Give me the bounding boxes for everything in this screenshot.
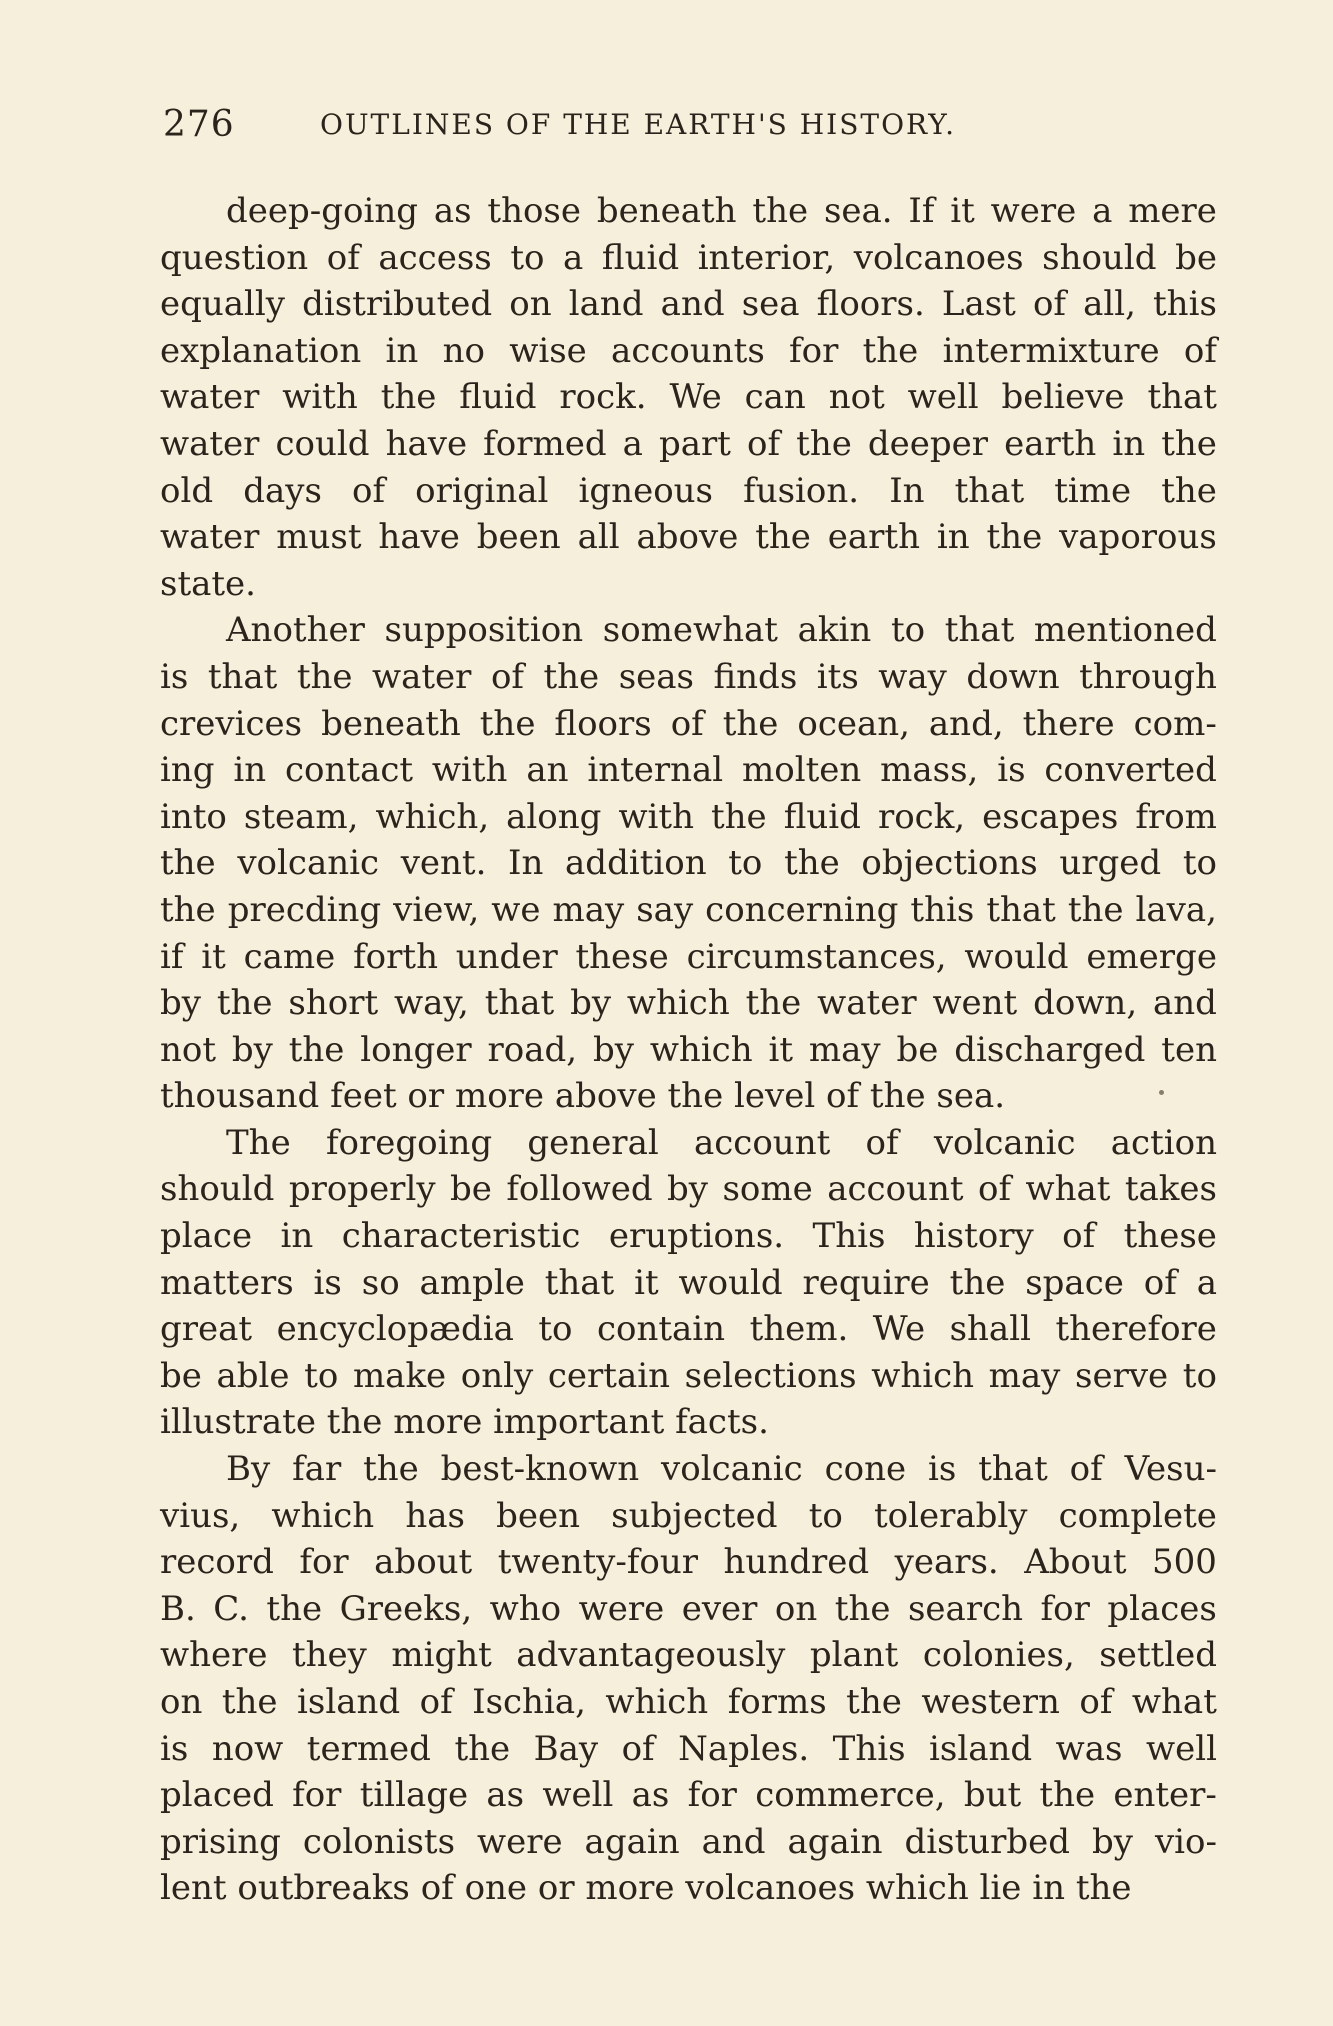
page-header (163, 100, 1218, 150)
text-line: thousand feet or more above the level of the sea. (160, 1076, 1006, 1117)
text-line: into steam, which, along with the fluid rock, escapes from (160, 796, 1217, 837)
text-line: crevices beneath the floors of the ocean, and, there com- (160, 703, 1217, 744)
text-line: where they might advantageously plant colonies, settled (160, 1635, 1217, 1676)
body-text (160, 188, 1217, 1912)
paragraph (160, 1446, 1217, 1912)
text-line: is now termed the Bay of Naples. This island was well (160, 1728, 1217, 1769)
text-line: equally distributed on land and sea floors. Last of all, this (160, 284, 1217, 325)
text-line: lent outbreaks of one or more volcanoes which lie in the (160, 1868, 1132, 1909)
text-line: state. (160, 563, 256, 604)
text-line: the precding view, we may say concerning this that the lava, (160, 889, 1217, 930)
text-line: water could have formed a part of the deeper earth in the (160, 423, 1217, 464)
text-line: is that the water of the seas finds its way down through (160, 656, 1217, 697)
text-line: not by the longer road, by which it may be discharged ten (160, 1029, 1217, 1070)
text-line: if it came forth under these circumstances, would emerge (160, 936, 1217, 977)
text-line: be able to make only certain selections which may serve to (160, 1355, 1217, 1396)
text-line: explanation in no wise accounts for the intermixture of (160, 330, 1217, 371)
text-line: By far the best-known volcanic cone is that of Vesu- (226, 1449, 1217, 1490)
page-number: 276 (163, 104, 235, 145)
text-line: B. C. the Greeks, who were ever on the search for places (160, 1588, 1217, 1629)
paragraph (160, 607, 1217, 1120)
text-line: old days of original igneous fusion. In that time the (160, 470, 1217, 511)
text-line: great encyclopædia to contain them. We shall therefore (160, 1309, 1217, 1350)
paragraph (160, 188, 1217, 607)
text-line: record for about twenty-four hundred years. About 500 (160, 1542, 1217, 1583)
text-line: prising colonists were again and again disturbed by vio- (160, 1821, 1217, 1862)
text-line: by the short way, that by which the water went down, and (160, 983, 1217, 1024)
running-head: OUTLINES OF THE EARTH'S HISTORY. (320, 108, 957, 141)
text-line: illustrate the more important facts. (160, 1402, 769, 1443)
text-line: vius, which has been subjected to tolerably complete (160, 1495, 1217, 1536)
paragraph (160, 1120, 1217, 1446)
text-line: water with the fluid rock. We can not well believe that (160, 377, 1217, 418)
text-line: The foregoing general account of volcanic action (226, 1122, 1217, 1163)
text-line: deep-going as those beneath the sea. If it were a mere (226, 191, 1217, 231)
text-line: Another supposition somewhat akin to that mentioned (226, 610, 1217, 651)
text-line: place in characteristic eruptions. This history of these (160, 1216, 1217, 1257)
text-line: the volcanic vent. In addition to the objections urged to (160, 843, 1217, 884)
text-line: matters is so ample that it would require the space of a (160, 1262, 1217, 1303)
text-line: ing in contact with an internal molten mass, is converted (160, 750, 1217, 791)
text-line: water must have been all above the earth in the vaporous (160, 517, 1217, 558)
text-line: should properly be followed by some account of what takes (160, 1169, 1217, 1210)
text-line: question of access to a fluid interior, volcanoes should be (160, 237, 1217, 278)
text-line: on the island of Ischia, which forms the western of what (160, 1682, 1217, 1722)
text-line: placed for tillage as well as for commerce, but the enter- (160, 1775, 1217, 1816)
paper-speck (1159, 1090, 1164, 1095)
